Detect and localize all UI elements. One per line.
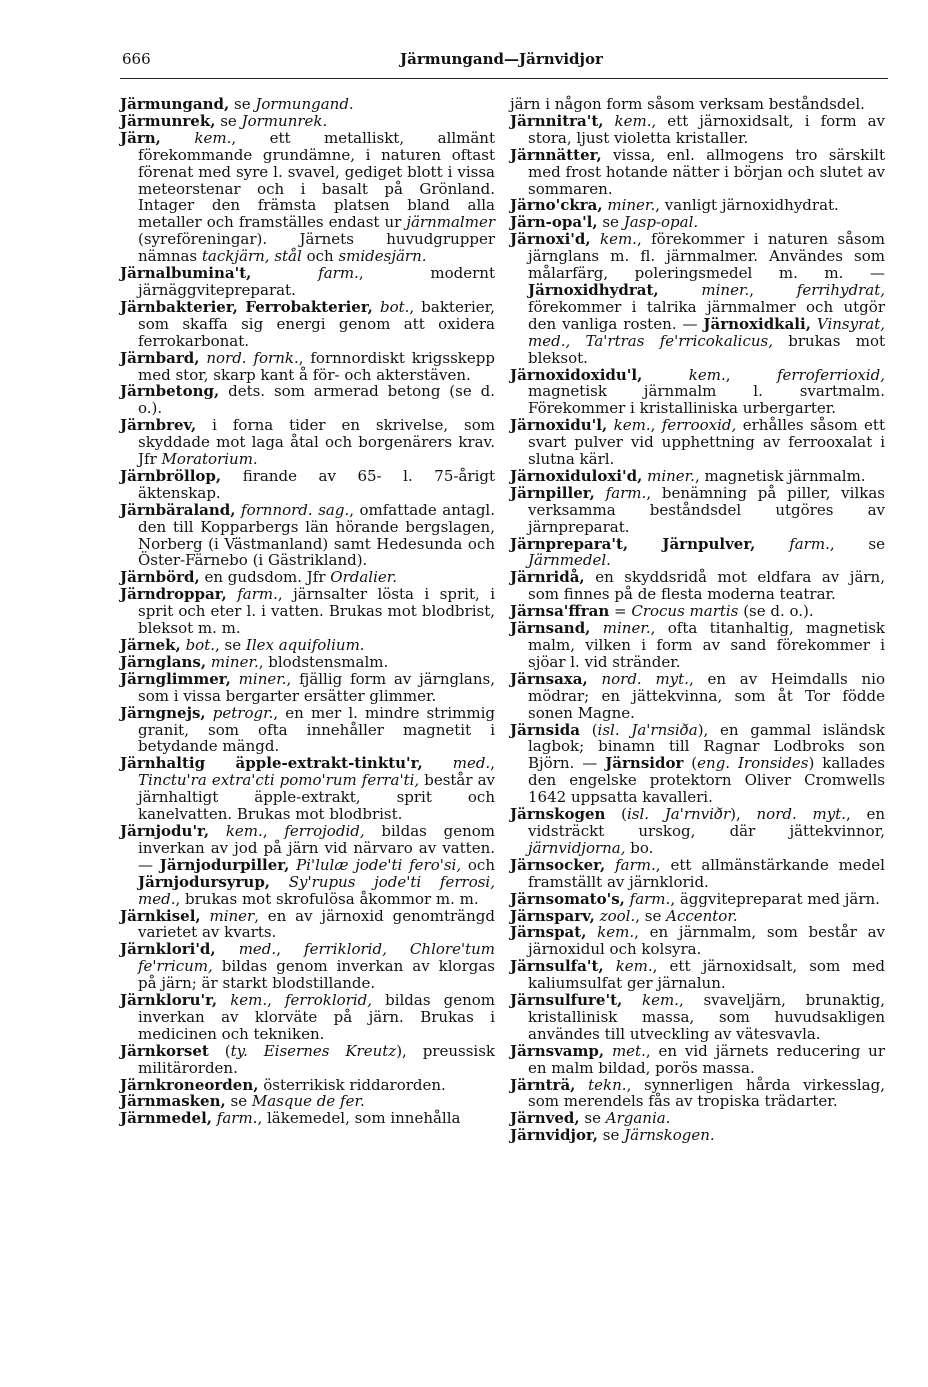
entry-text bbox=[575, 1076, 588, 1094]
entry-italic: Järnmedel. bbox=[528, 551, 611, 570]
page-number: 666 bbox=[122, 50, 151, 68]
entry-headword: Järno'ckra, bbox=[510, 196, 603, 215]
entry-headword: Järnprepara't, Järnpulver, bbox=[510, 534, 756, 553]
dictionary-entry bbox=[510, 569, 885, 603]
entry-text: , magnetisk järnmalm. bbox=[694, 466, 866, 485]
entry-headword: Järnjodursyrup, bbox=[138, 872, 271, 891]
dictionary-entry bbox=[120, 586, 495, 637]
entry-italic: farm. bbox=[789, 534, 830, 553]
entry-text: bildas genom inverkan av jod på järn vid närvaro av vatten. — bbox=[138, 821, 495, 874]
entry-text bbox=[270, 873, 289, 891]
entry-italic: farm. bbox=[629, 889, 671, 908]
entry-headword: Järnvidjor, bbox=[510, 1126, 598, 1145]
dictionary-entry bbox=[120, 569, 495, 586]
entry-italic: kem. bbox=[599, 230, 637, 249]
entry-italic: eng. Ironsides bbox=[697, 754, 809, 773]
entry-headword: Järn-opa'l, bbox=[510, 213, 598, 232]
entry-headword: Järnsulfa't, bbox=[510, 957, 604, 976]
entry-italic: ferrihydrat, bbox=[796, 280, 885, 299]
entry-headword: Järnkisel, bbox=[120, 906, 201, 925]
entry-headword: Järnklori'd, bbox=[120, 940, 216, 959]
entry-italic: kem. bbox=[230, 991, 268, 1010]
entry-text: ), preussisk militärorden. bbox=[138, 1041, 495, 1077]
entry-text bbox=[590, 619, 602, 637]
dictionary-entry bbox=[510, 603, 885, 620]
entry-headword: Järnkorset bbox=[120, 1041, 209, 1060]
entry-headword: Järnglans, bbox=[120, 652, 207, 671]
entry-headword: Järnoxidkali, bbox=[703, 314, 811, 333]
entry-headword: Järnmasken, bbox=[120, 1092, 226, 1111]
entry-text: , ett järnoxidsalt, i form av stora, ljust violetta kristaller. bbox=[528, 111, 885, 147]
entry-headword: Järnved, bbox=[510, 1109, 580, 1128]
entry-text bbox=[423, 754, 453, 772]
dictionary-entry bbox=[120, 299, 495, 350]
entry-italic: miner. bbox=[607, 196, 656, 215]
entry-text: ), bbox=[730, 805, 757, 824]
entry-text: se bbox=[229, 95, 256, 113]
entry-italic: Pi'lulæ jode'ti fero'si, bbox=[296, 855, 462, 874]
dictionary-entry bbox=[120, 350, 495, 384]
entry-text bbox=[217, 991, 230, 1009]
entry-text: , fornnordiskt krigsskepp med stor, skarp kant å för- och akterstäven. bbox=[138, 348, 495, 384]
dictionary-entry bbox=[510, 536, 885, 570]
entry-italic: miner. bbox=[701, 280, 750, 299]
entry-italic: Crocus martis bbox=[631, 602, 739, 621]
entry-headword: Järnträ, bbox=[510, 1075, 576, 1094]
running-title: Järmungand—Järnvidjor bbox=[400, 50, 603, 68]
entry-italic: met. bbox=[611, 1041, 646, 1060]
entry-text: , en vidsträckt urskog, där jättekvinnor, bbox=[528, 805, 885, 840]
entry-text: brukas mot bleksot. bbox=[528, 331, 886, 367]
entry-text bbox=[586, 923, 597, 941]
dictionary-entry bbox=[120, 383, 495, 417]
entry-italic: miner bbox=[209, 906, 255, 925]
entry-text: bo. bbox=[625, 838, 654, 857]
entry-italic: ferrojodid, bbox=[284, 821, 365, 840]
entry-text bbox=[231, 670, 239, 688]
dictionary-entry bbox=[510, 1127, 885, 1144]
dictionary-entry bbox=[120, 1110, 495, 1127]
entry-headword: Järnjodurpiller, bbox=[159, 855, 290, 874]
entry-text bbox=[622, 991, 642, 1009]
entry-italic: kem. bbox=[688, 365, 726, 384]
entry-text: , en av Heimdalls nio mödrar; en jättekvinna, som åt Tor födde sonen Magne. bbox=[528, 669, 885, 722]
dictionary-entry bbox=[120, 941, 495, 992]
entry-headword: Järnhaltig äpple-extrakt-tinktu'r, bbox=[120, 754, 423, 773]
dictionary-entry bbox=[120, 755, 495, 823]
entry-text: bildas genom inverkan av klorgas på järn; är starkt blodstillande. bbox=[138, 957, 495, 993]
entry-text: ( bbox=[579, 720, 598, 739]
entry-italic: järnmalmer bbox=[406, 213, 495, 232]
dictionary-entry bbox=[510, 908, 885, 925]
dictionary-entry bbox=[120, 654, 495, 671]
entry-text: och bbox=[301, 247, 339, 266]
dictionary-entry bbox=[510, 992, 885, 1043]
entry-italic: petrogr. bbox=[212, 703, 274, 722]
entry-text: se bbox=[579, 1109, 606, 1128]
entry-headword: Järnalbumina't, bbox=[120, 264, 252, 283]
entry-text: se bbox=[598, 1126, 625, 1145]
entry-text: en gudsdom. Jfr bbox=[199, 568, 331, 587]
entry-text: dets. som armerad betong (se d. o.). bbox=[138, 382, 495, 418]
entry-text: förekommer i talrika järnmalmer och utgör den vanliga rosten. — bbox=[528, 297, 885, 333]
entry-italic: miner. bbox=[602, 619, 651, 638]
entry-headword: Järnmedel, bbox=[120, 1109, 212, 1128]
entry-text: ) kallades den engelske protektorn Oliver Cromwells 1642 uppsatta kavalleri. bbox=[528, 754, 886, 807]
entry-text: , en vid järnets reducering ur en malm bildad, porös massa. bbox=[528, 1041, 885, 1077]
entry-headword: Järnkloru'r, bbox=[120, 991, 218, 1010]
entry-headword: Järnoxidhydrat, bbox=[528, 280, 659, 299]
dictionary-entry bbox=[120, 96, 495, 113]
dictionary-entry bbox=[510, 1043, 885, 1077]
entry-text: , förekommer i naturen såsom järnglans m. fl. järnmalmer. Användes som målarfärg, poleringsmedel m. m. — bbox=[528, 230, 885, 283]
entry-headword: Järnsocker, bbox=[510, 855, 606, 874]
entry-italic: Jormungand. bbox=[255, 95, 354, 113]
dictionary-entry bbox=[120, 265, 495, 299]
header-rule bbox=[120, 78, 888, 79]
dictionary-entry bbox=[120, 671, 495, 705]
entry-headword: Järnsparv, bbox=[510, 906, 595, 925]
entry-italic: kem. bbox=[614, 111, 652, 130]
entry-headword: Järnpiller, bbox=[510, 483, 595, 502]
entry-text: , svaveljärn, brunaktig, kristallinisk massa, som huvudsakligen användes till utveckling av vätesvavla. bbox=[528, 991, 885, 1043]
entry-headword: Järnsidor bbox=[605, 754, 684, 773]
dictionary-entry bbox=[120, 502, 495, 570]
entry-headword: Järmungand, bbox=[120, 95, 230, 113]
entry-italic: kem. bbox=[194, 128, 232, 147]
entry-text: , bbox=[262, 821, 285, 840]
entry-text: en skyddsridå mot eldfara av järn, som finnes på de flesta moderna teatrar. bbox=[528, 568, 885, 604]
entry-italic: nord. myt. bbox=[601, 669, 689, 688]
entry-text bbox=[604, 957, 616, 975]
entry-text: , modernt järnäggvitepreparat. bbox=[138, 264, 495, 299]
right-column bbox=[510, 96, 885, 1144]
dictionary-entry bbox=[120, 1077, 495, 1094]
entry-italic: farm. bbox=[615, 855, 656, 874]
dictionary-entry bbox=[120, 705, 495, 756]
entry-text: erhålles såsom ett svart pulver vid upphettning av ferrooxalat i slutna kärl. bbox=[528, 416, 885, 469]
dictionary-entry bbox=[120, 130, 495, 265]
dictionary-entry bbox=[510, 924, 885, 958]
entry-text: , se bbox=[215, 636, 246, 654]
dictionary-entry bbox=[120, 1043, 495, 1077]
entry-headword: Järnkroneorden, bbox=[120, 1075, 259, 1094]
dictionary-entry bbox=[120, 417, 495, 468]
entry-italic: miner. bbox=[238, 669, 287, 688]
entry-text: , fjällig form av järnglans, som i vissa bergarter ersätter glimmer. bbox=[138, 669, 495, 705]
entry-text bbox=[595, 484, 606, 502]
dictionary-entry bbox=[510, 806, 885, 857]
entry-headword: Järnsida bbox=[510, 720, 580, 739]
entry-text: ( bbox=[605, 805, 627, 824]
entry-headword: Järnridå, bbox=[510, 568, 585, 587]
entry-headword: Järnbard, bbox=[120, 348, 200, 367]
entry-italic: kem. bbox=[613, 416, 651, 435]
entry-headword: Järnjodu'r, bbox=[120, 821, 210, 840]
entry-italic: med. bbox=[452, 754, 491, 773]
entry-text: , bbox=[650, 416, 662, 435]
entry-italic: kem. bbox=[641, 991, 679, 1010]
entry-text: järn i någon form såsom verksam beståndsdel. bbox=[510, 95, 865, 113]
entry-text: ( bbox=[683, 754, 698, 773]
entry-text bbox=[373, 298, 380, 316]
entry-headword: Järnsomato's, bbox=[510, 889, 625, 908]
entry-headword: Järnnätter, bbox=[510, 145, 602, 164]
entry-italic: Jormunrek. bbox=[241, 111, 328, 130]
entry-text: , se bbox=[829, 534, 885, 553]
entry-italic: farm. bbox=[237, 585, 278, 604]
entry-text: , brukas mot skrofulösa åkommor m. m. bbox=[175, 889, 479, 908]
entry-italic: isl. Ja'rnviðr bbox=[626, 805, 731, 824]
entry-headword: Järmunrek, bbox=[120, 111, 216, 130]
dictionary-entry bbox=[510, 197, 885, 214]
entry-text: , bakterier, som skaffa sig energi genom att oxidera ferrokarbonat. bbox=[138, 297, 495, 350]
entry-italic: ferriklorid, Chlore'tum fe'rricum, bbox=[138, 940, 495, 976]
entry-headword: Järnsvamp, bbox=[510, 1041, 605, 1060]
entry-italic: Jasp-opal. bbox=[623, 213, 699, 232]
entry-text bbox=[206, 704, 213, 722]
entry-text: ( bbox=[208, 1041, 231, 1060]
entry-headword: Järnbäraland, bbox=[120, 500, 236, 519]
entry-text: , bbox=[725, 365, 777, 384]
dictionary-entry bbox=[510, 1110, 885, 1127]
entry-italic: isl. Ja'rnsiða bbox=[597, 720, 698, 739]
entry-italic: smidesjärn. bbox=[338, 247, 427, 266]
entry-text: österrikisk riddarorden. bbox=[258, 1075, 446, 1094]
entry-text: , se bbox=[635, 906, 667, 925]
entry-headword: Järnoxidoxidu'l, bbox=[510, 365, 643, 384]
entry-text: magnetisk järnmalm l. svartmalm. Förekommer i kristalliniska urbergarter. bbox=[528, 382, 885, 418]
entry-text: = bbox=[609, 602, 632, 621]
entry-headword: Järnbetong, bbox=[120, 382, 220, 401]
dictionary-entry bbox=[120, 992, 495, 1043]
entry-headword: Järnspat, bbox=[510, 923, 587, 942]
entry-text: ), en gammal isländsk lagbok; binamn till Ragnar Lodbroks son Björn. — bbox=[528, 720, 885, 773]
dictionary-entry bbox=[510, 1077, 885, 1111]
entry-text: , synnerligen hårda virkesslag, som merendels fås av tropiska trädarter. bbox=[528, 1075, 885, 1111]
dictionary-entry bbox=[510, 485, 885, 536]
entry-italic: Accentor. bbox=[666, 906, 738, 925]
entry-text: se bbox=[225, 1092, 252, 1111]
entry-text: , en mer l. mindre strimmig granit, som ofta innehåller magnetit i betydande mängd. bbox=[138, 703, 495, 756]
dictionary-entry bbox=[510, 147, 885, 198]
entry-headword: Järnek, bbox=[120, 636, 181, 654]
entry-text bbox=[227, 585, 237, 603]
entry-italic: nord. fornk. bbox=[206, 348, 299, 367]
entry-headword: Järnbröllop, bbox=[120, 466, 222, 485]
entry-headword: Järnoxidu'l, bbox=[510, 416, 608, 435]
entry-headword: Järn, bbox=[120, 128, 161, 147]
entry-text: och bbox=[461, 855, 495, 874]
entry-italic: kem. bbox=[225, 821, 263, 840]
entry-text: , järnsalter lösta i sprit, i sprit och eter l. i vatten. Brukas mot blodbrist, bleksot m. m. bbox=[138, 585, 495, 638]
entry-text bbox=[605, 856, 615, 874]
entry-headword: Järnnitra't, bbox=[510, 111, 604, 130]
entry-italic: miner. bbox=[647, 466, 695, 485]
entry-italic: Tinctu'ra extra'cti pomo'rum ferra'ti, bbox=[138, 771, 420, 790]
entry-italic: farm. bbox=[605, 483, 647, 502]
entry-text: , ofta titanhaltig, magnetisk malm, vilken i form av sand förekommer i sjöar l. vid stränder. bbox=[528, 619, 885, 671]
entry-italic: ferrooxid, bbox=[661, 416, 737, 435]
entry-text: består av järnhaltigt äpple-extrakt, sprit och kanelvatten. Brukas mot blodbrist. bbox=[138, 771, 495, 824]
entry-text: , en järnmalm, som består av järnoxidul och kolsyra. bbox=[528, 923, 885, 959]
entry-text bbox=[588, 670, 602, 688]
entry-italic: bot. bbox=[185, 636, 216, 654]
dictionary-entry bbox=[510, 468, 885, 485]
entry-italic: kem. bbox=[597, 923, 635, 942]
entry-text bbox=[604, 112, 615, 130]
entry-text: , vanligt järnoxidhydrat. bbox=[655, 196, 839, 215]
dictionary-entry bbox=[120, 637, 495, 654]
entry-text: , läkemedel, som innehålla bbox=[257, 1109, 461, 1128]
entry-headword: Järndroppar, bbox=[120, 585, 227, 604]
entry-italic: Vinsyrat, med., Ta'rtras fe'rricokalicus, bbox=[528, 314, 885, 350]
entry-headword: Järnsulfure't, bbox=[510, 991, 623, 1010]
entry-text: , bbox=[267, 991, 285, 1010]
dictionary-entry bbox=[510, 857, 885, 891]
entry-text bbox=[161, 129, 195, 147]
entry-text: , äggvitepreparat med järn. bbox=[670, 889, 880, 908]
entry-text bbox=[209, 822, 226, 840]
entry-italic: nord. myt. bbox=[756, 805, 846, 824]
entry-headword: Järnbrev, bbox=[120, 416, 197, 435]
entry-italic: tackjärn, stål bbox=[201, 247, 302, 266]
entry-italic: ferroferrioxid, bbox=[776, 365, 885, 384]
entry-italic: järnvidjorna, bbox=[528, 838, 626, 857]
dictionary-entry bbox=[510, 113, 885, 147]
entry-text bbox=[216, 940, 239, 958]
entry-italic: Argania. bbox=[605, 1109, 671, 1128]
entry-text: , ett allmänstärkande medel framställt av järnklorid. bbox=[528, 855, 885, 891]
entry-italic: kem. bbox=[615, 957, 653, 976]
entry-italic: miner. bbox=[210, 652, 259, 671]
entry-italic: med. bbox=[138, 889, 176, 908]
entry-text: (se d. o.). bbox=[738, 602, 814, 621]
entry-text: firande av 65- l. 75-årigt äktenskap. bbox=[138, 466, 495, 502]
entry-italic: med. bbox=[238, 940, 277, 959]
entry-headword: Järnglimmer, bbox=[120, 669, 231, 688]
entry-text: , ett järnoxidsalt, som med kaliumsulfat ger järnalun. bbox=[528, 957, 885, 993]
dictionary-entry bbox=[510, 96, 885, 113]
entry-italic: Sy'rupus jode'ti ferrosi, bbox=[288, 872, 495, 891]
entry-text bbox=[755, 535, 789, 553]
entry-headword: Järnsand, bbox=[510, 619, 591, 638]
dictionary-entry bbox=[510, 367, 885, 418]
entry-text: se bbox=[597, 213, 624, 232]
entry-headword: Järnbakterier, Ferrobakterier, bbox=[120, 297, 373, 316]
entry-text bbox=[642, 366, 688, 384]
entry-headword: Järnskogen bbox=[510, 805, 606, 824]
entry-italic: ferroklorid, bbox=[285, 991, 373, 1010]
entry-italic: Järnskogen. bbox=[624, 1126, 715, 1145]
entry-italic: tekn. bbox=[588, 1075, 627, 1094]
dictionary-entry bbox=[510, 671, 885, 722]
dictionary-entry bbox=[510, 231, 885, 366]
dictionary-entry bbox=[510, 891, 885, 908]
dictionary-entry bbox=[120, 1093, 495, 1110]
entry-text: , blodstensmalm. bbox=[258, 652, 389, 671]
entry-text bbox=[659, 281, 702, 299]
entry-headword: Järnoxiduloxi'd, bbox=[510, 466, 643, 485]
dictionary-entry bbox=[120, 468, 495, 502]
entry-text: , bbox=[749, 280, 797, 299]
dictionary-entry bbox=[510, 417, 885, 468]
entry-text: , bbox=[490, 754, 495, 773]
entry-text bbox=[604, 1042, 612, 1060]
entry-text: vissa, enl. allmogens tro särskilt med frost hotande nätter i början och slutet av sommaren. bbox=[528, 145, 885, 198]
entry-text: se bbox=[215, 111, 242, 130]
entry-text: i forna tider en skrivelse, som skyddade mot laga åtal och borgenärers krav. Jfr bbox=[138, 416, 495, 469]
dictionary-entry bbox=[510, 958, 885, 992]
dictionary-entry bbox=[120, 113, 495, 130]
dictionary-entry bbox=[120, 908, 495, 942]
entry-headword: Järnsaxa, bbox=[510, 669, 588, 688]
entry-italic: farm. bbox=[216, 1109, 258, 1128]
entry-italic: bot. bbox=[379, 297, 410, 316]
dictionary-entry bbox=[510, 214, 885, 231]
entry-headword: Järnsa'ffran bbox=[510, 602, 610, 621]
entry-headword: Järnbörd, bbox=[120, 568, 200, 587]
entry-text: , ett metalliskt, allmänt förekommande grundämne, i naturen oftast förenat med syre l. svavel, gediget blott i vissa meteorstenar och i basalt på Grönland. Intager den främsta platsen bland alla metaller och framställes endast ur bbox=[138, 128, 495, 232]
dictionary-entry bbox=[510, 722, 885, 807]
left-column bbox=[120, 96, 495, 1127]
entry-text: , benämning på piller, vilkas verksamma beståndsdel utgöres av järnpreparat. bbox=[528, 483, 885, 536]
entry-text bbox=[251, 264, 318, 282]
dictionary-entry bbox=[120, 823, 495, 908]
entry-headword: Järngnejs, bbox=[120, 703, 206, 722]
entry-text: , bbox=[276, 940, 305, 959]
entry-italic: fornnord. sag. bbox=[241, 500, 350, 519]
entry-text bbox=[591, 230, 600, 248]
entry-italic: Masque de fer. bbox=[251, 1092, 365, 1111]
entry-text: (syreföreningar). Järnets huvudgrupper nämnas bbox=[138, 230, 495, 266]
entry-italic: zool. bbox=[599, 906, 636, 925]
entry-headword: Järnoxi'd, bbox=[510, 230, 591, 249]
entry-italic: Moratorium. bbox=[161, 450, 258, 469]
entry-text: bildas genom inverkan av klorväte på järn. Brukas i medicinen och tekniken. bbox=[138, 991, 495, 1043]
entry-italic: farm. bbox=[318, 264, 359, 283]
dictionary-entry bbox=[510, 620, 885, 671]
entry-text: , en av järnoxid genomträngd varietet av kvarts. bbox=[138, 906, 495, 942]
entry-italic: ty. Eisernes Kreutz bbox=[230, 1041, 397, 1060]
entry-italic: Ordalier. bbox=[330, 568, 398, 587]
entry-text: , omfattade antagl. den till Kopparbergs län hörande bergslagen, Norberg (i Västmanland) samt Hedesunda och Öster-Färnebo (i Gästrikland). bbox=[138, 500, 495, 570]
entry-italic: Ilex aquifolium. bbox=[245, 636, 365, 654]
